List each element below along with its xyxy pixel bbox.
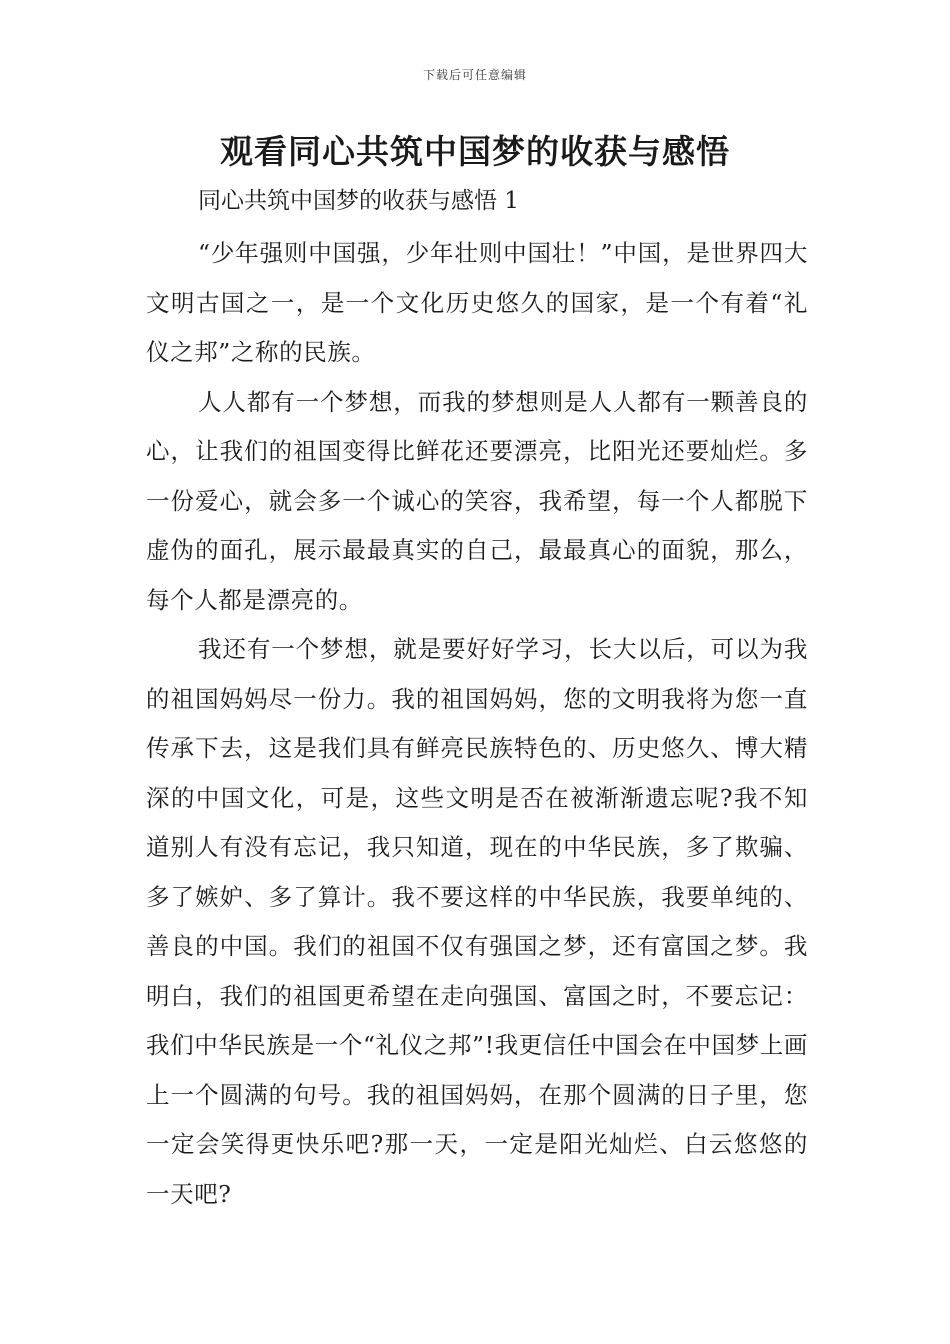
paragraph-1: “少年强则中国强，少年壮则中国壮！”中国，是世界四大文明古国之一，是一个文化历史悠久的国家，是一个有着“礼仪之邦”之称的民族。: [146, 239, 808, 366]
document-body: [146, 177, 808, 1219]
document-title: 观看同心共筑中国梦的收获与感悟: [220, 132, 730, 171]
paragraph-2: 人人都有一个梦想，而我的梦想则是人人都有一颗善良的心，让我们的祖国变得比鲜花还要漂亮，比阳光还要灿烂。多一份爱心，就会多一个诚心的笑容，我希望，每一个人都脱下虚伪的面孔，展示最最真实的自己，最最真心的面貌，那么，每个人都是漂亮的。: [146, 387, 808, 614]
header-note: 下载后可任意编辑: [422, 68, 527, 82]
paragraph-3: 我还有一个梦想，就是要好好学习，长大以后，可以为我的祖国妈妈尽一份力。我的祖国妈妈，您的文明我将为您一直传承下去，这是我们具有鲜亮民族特色的、历史悠久、博大精深的中国文化，可是，这些文明是否在被渐渐遗忘呢?我不知道别人有没有忘记，我只知道，现在的中华民族，多了欺骗、多了嫉妒、多了算计。我不要这样的中华民族，我要单纯的、善良的中国。我们的祖国不仅有强国之梦，还有富国之梦。我明白，我们的祖国更希望在走向强国、富国之时，不要忘记：我们中华民族是一个“礼仪之邦”!我更信任中国会在中国梦上画上一个圆满的句号。我的祖国妈妈，在那个圆满的日子里，您一定会笑得更快乐吧?那一天，一定是阳光灿烂、白云悠悠的一天吧?: [146, 635, 808, 1208]
document-subtitle: 同心共筑中国梦的收获与感悟 1: [198, 188, 519, 214]
